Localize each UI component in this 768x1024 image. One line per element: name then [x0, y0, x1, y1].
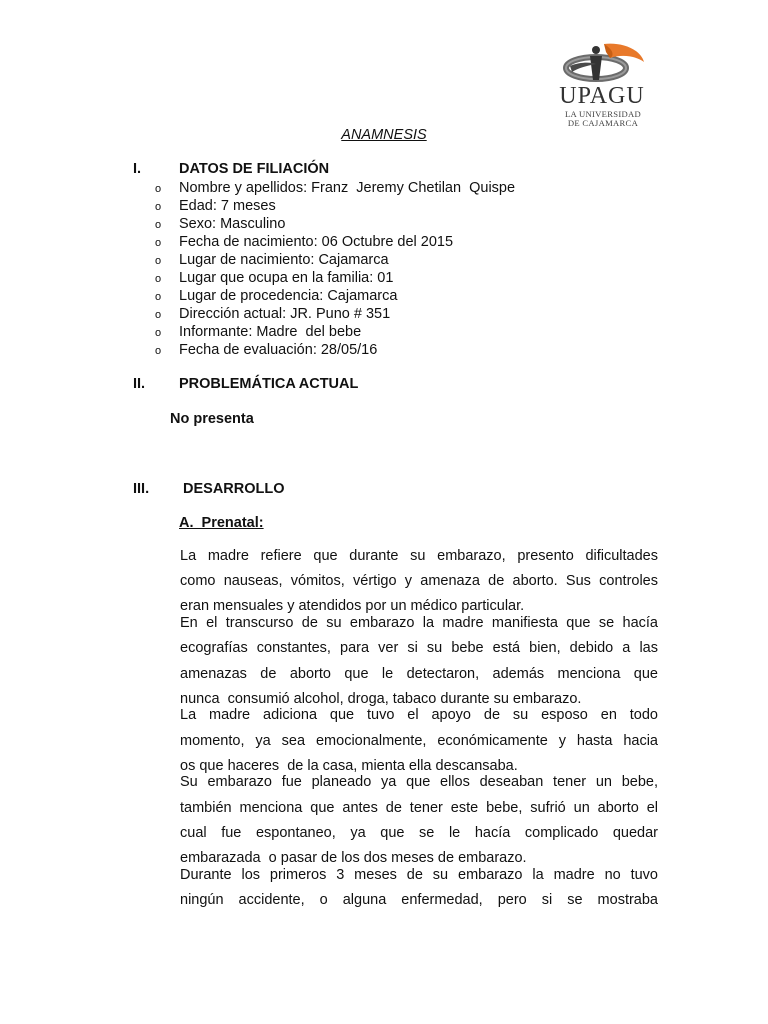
section-number-2: II.: [133, 376, 146, 392]
paragraph-line: La madre refiere que durante su embarazo, presento dificultades: [180, 548, 658, 564]
paragraph-line: como nauseas, vómitos, vértigo y amenaza de aborto. Sus controles: [180, 573, 658, 589]
list-item: [0, 180, 768, 198]
bullet-icon: o: [155, 255, 162, 267]
list-item: [0, 342, 768, 360]
paragraph-line: os que haceres de la casa, mienta ella descansaba.: [180, 758, 518, 774]
list-item: [0, 252, 768, 270]
paragraph-line: nunca consumió alcohol, droga, tabaco durante su embarazo.: [180, 691, 582, 707]
info-lugar-nacimiento: Lugar de nacimiento: Cajamarca: [179, 252, 389, 268]
bullet-icon: o: [155, 201, 162, 213]
section-title-problematica: PROBLEMÁTICA ACTUAL: [179, 376, 359, 392]
info-nombre: Nombre y apellidos: Franz Jeremy Chetilan Quispe: [179, 180, 516, 196]
list-item: [0, 270, 768, 288]
paragraph-line: amenazas de aborto que le detectaron, además menciona que: [180, 666, 658, 682]
paragraph-line: momento, ya sea emocionalmente, económicamente y hasta hacia: [180, 733, 658, 749]
filiation-data-list: [0, 180, 768, 360]
section-title-desarrollo: DESARROLLO: [183, 481, 285, 497]
info-direccion: Dirección actual: JR. Puno # 351: [179, 306, 391, 322]
paragraph-line: embarazada o pasar de los dos meses de embarazo.: [180, 850, 527, 866]
list-item: [0, 234, 768, 252]
list-item: [0, 216, 768, 234]
paragraph-line: Su embarazo fue planeado ya que ellos deseaban tener un bebe,: [180, 774, 658, 790]
paragraph-line: eran mensuales y atendidos por un médico particular.: [180, 598, 525, 614]
paragraph-line: ningún accidente, o alguna enfermedad, pero si se mostraba: [180, 892, 658, 908]
list-item: [0, 306, 768, 324]
document-title: ANAMNESIS: [341, 127, 427, 143]
bullet-icon: o: [155, 219, 162, 231]
logo-subtitle-line-2: DE CAJAMARCA: [567, 118, 639, 128]
bullet-icon: o: [155, 183, 162, 195]
info-lugar-familia: Lugar que ocupa en la familia: 01: [179, 270, 394, 286]
section-title-datos-filiacion: DATOS DE FILIACIÓN: [179, 161, 330, 177]
section-number-1: I.: [133, 161, 142, 177]
bullet-icon: o: [155, 237, 162, 249]
paragraph-line: La madre adiciona que tuvo el apoyo de su esposo en todo: [180, 707, 658, 723]
list-item: [0, 198, 768, 216]
bullet-icon: o: [155, 309, 162, 321]
paragraph-line: En el transcurso de su embarazo la madre manifiesta que se hacía: [180, 615, 658, 631]
info-edad: Edad: 7 meses: [179, 198, 276, 214]
list-item: [0, 288, 768, 306]
problematica-text: No presenta: [170, 411, 254, 427]
paragraph-line: también menciona que antes de tener este bebe, sufrió un aborto el: [180, 800, 658, 816]
info-fecha-nacimiento: Fecha de nacimiento: 06 Octubre del 2015: [179, 234, 454, 250]
upagu-emblem-icon: [556, 40, 648, 86]
info-fecha-evaluacion: Fecha de evaluación: 28/05/16: [179, 342, 378, 358]
university-logo: [544, 40, 660, 132]
bullet-icon: o: [155, 273, 162, 285]
paragraph-line: cual fue espontaneo, ya que se le hacía complicado quedar: [180, 825, 658, 841]
info-informante: Informante: Madre del bebe: [179, 324, 362, 340]
bullet-icon: o: [155, 327, 162, 339]
logo-subtitle-line-1: LA UNIVERSIDAD: [564, 109, 642, 119]
subheading-prenatal: A. Prenatal:: [179, 515, 264, 531]
logo-wordmark: UPAGU: [559, 83, 645, 109]
list-item: [0, 324, 768, 342]
bullet-icon: o: [155, 345, 162, 357]
section-number-3: III.: [133, 481, 150, 497]
info-sexo: Sexo: Masculino: [179, 216, 286, 232]
paragraph-line: ecografías constantes, para ver si su bebe está bien, debido a las: [180, 640, 658, 656]
info-procedencia: Lugar de procedencia: Cajamarca: [179, 288, 398, 304]
paragraph-line: Durante los primeros 3 meses de su embarazo la madre no tuvo: [180, 867, 658, 883]
bullet-icon: o: [155, 291, 162, 303]
